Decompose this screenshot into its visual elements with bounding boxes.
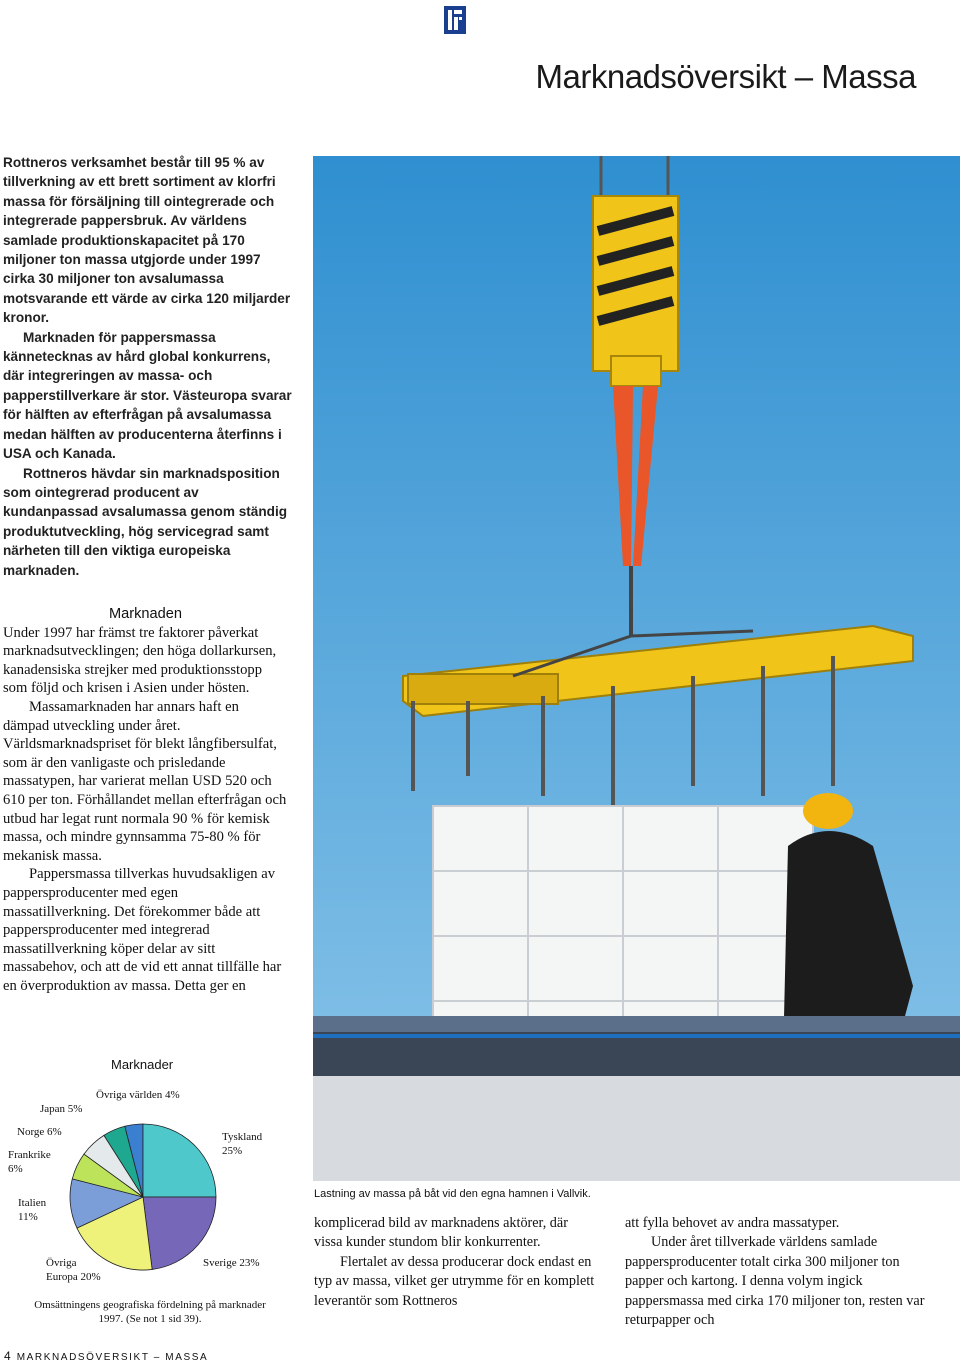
rottneros-logo	[444, 6, 466, 34]
footer-section: MARKNADSÖVERSIKT – MASSA	[16, 1352, 209, 1363]
chart-title: Marknader	[111, 1057, 174, 1072]
market-heading: Marknaden	[108, 606, 182, 622]
page-title: Marknadsöversikt – Massa	[535, 58, 916, 95]
pie-label-italien: Italien 11%	[18, 1197, 47, 1223]
pie-label-tyskland: Tyskland 25%	[222, 1131, 263, 1157]
body-paragraph: komplicerad bild av marknadens aktörer, där vissa kunder stundom blir konkurrenter.	[314, 1215, 568, 1251]
market-section	[3, 605, 288, 995]
intro-paragraph: Marknaden för pappersmassa kännetecknas av hård global konkurrens, där integreringen av massa- och papperstillverkare är stor. Västeuropa svarar för hälften av efterfrågan på avsalumassa medan hälften av producenterna återfinns i USA och Kanada.	[3, 329, 292, 462]
pie-label-japan: Japan 5%	[40, 1103, 83, 1115]
photo-caption: Lastning av massa på båt vid den egna hamnen i Vallvik.	[314, 1188, 591, 1200]
body-paragraph: Under året tillverkade världens samlade pappersproducenter totalt cirka 300 miljoner ton papper och kartong. I denna volym ingick pappersmassa med cirka 170 miljoner ton, resten var returpapper och	[625, 1234, 925, 1329]
chart-note: Omsättningens geografiska fördelning på marknader 1997. (Se not 1 sid 39).	[34, 1299, 266, 1325]
intro-paragraph: Rottneros verksamhet består till 95 % av tillverkning av ett brett sortiment av klorfri massa för försäljning till ointegrerade och integrerade pappersbruk. Av världens samlade produktionskapacitet på 170 miljoner ton massa utgjorde under 1997 cirka 30 miljoner ton avsalumassa motsvarande ett värde av cirka 120 miljarder kronor.	[3, 155, 291, 326]
body-column-3	[625, 1214, 925, 1330]
intro-text	[3, 153, 293, 580]
body-column-2	[314, 1214, 597, 1311]
market-paragraph: Massamarknaden har annars haft en dämpad utveckling under året. Världsmarknadspriset för blekt långfibersulfat, som är den vanligaste och prisledande massatypen, har varierat mellan USD 520 och 610 per ton. Förhållandet mellan efterfrågan och utbud har legat runt normala 90 % för kemisk massa, och mindre gynnsamma 75-80 % för mekanisk massa.	[3, 698, 287, 864]
pie-label-övriga-europa: Övriga Europa 20%	[46, 1257, 101, 1283]
pie-slice-tyskland	[143, 1124, 216, 1197]
body-paragraph: Flertalet av dessa producerar dock endast en typ av massa, vilket ger utrymme för en komplett leverantör som Rottneros	[314, 1253, 595, 1309]
page-number: 4	[4, 1349, 11, 1363]
photo-illustration	[313, 156, 960, 1181]
intro-paragraph: Rottneros hävdar sin marknadsposition som ointegrerad producent av kundanpassad avsalumassa genom ständig produktutveckling, hög servicegrad samt närheten till den viktiga europeiska marknaden.	[3, 465, 288, 578]
body-paragraph: att fylla behovet av andra massatyper.	[625, 1215, 840, 1231]
pie-label-frankrike: Frankrike 6%	[8, 1149, 51, 1175]
page-footer	[4, 1349, 208, 1363]
market-paragraph: Pappersmassa tillverkas huvudsakligen av pappersproducenter med egen massatillverkning. Det förekommer både att pappersproducenter med integrerad massatillverkning köper delar av sitt massabehov, och att de vid ett annat tillfälle har en överproduktion av massa. Detta ger en	[3, 866, 282, 994]
pie-label-sverige: Sverige 23%	[203, 1257, 260, 1269]
pie-label-norge: Norge 6%	[17, 1126, 62, 1138]
crane-loading-photo	[313, 156, 960, 1181]
market-paragraph: Under 1997 har främst tre faktorer påverkat marknadsutvecklingen; den höga dollarkursen, kanadensiska strejker med produktionsstopp som följd och krisen i Asien under hösten.	[3, 624, 277, 697]
pie-label-övriga-världen: Övriga världen 4%	[96, 1089, 180, 1101]
